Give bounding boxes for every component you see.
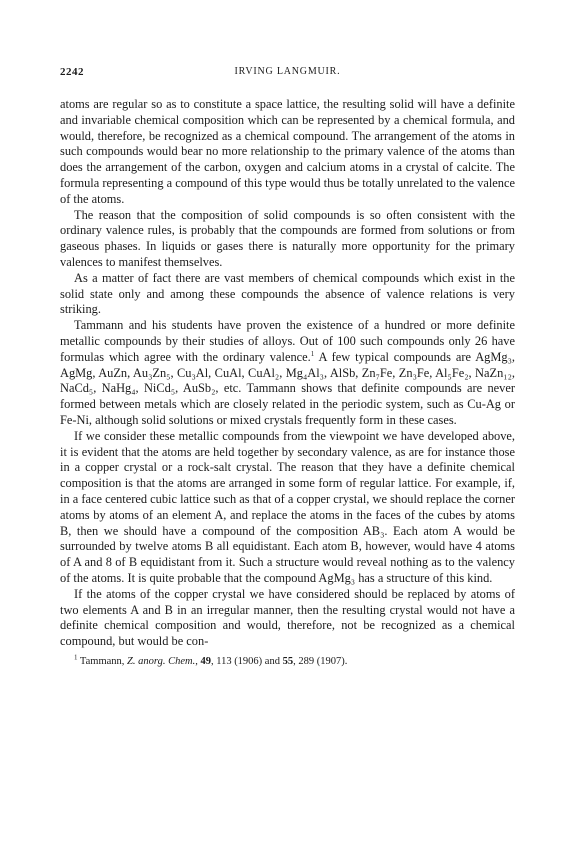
paragraph-4-text-b: A few typical compounds are AgMg₃, AgMg, AuZn, Au₃Zn₅, Cu₃Al, CuAl, CuAl₂, Mg₄Al₃, AlSb, Zn₇Fe, Zn₃Fe, Al₅Fe₂, NaZn₁₂, NaCd₅, NaHg₄, NiCd₅, AuSb₂, etc. Tammann shows that definite compounds are never formed between metals which are closely related in the periodic system, such as Cu-Ag or Fe-Ni, although solid solutions or mixed crystals frequently form in these cases. — [60, 349, 515, 427]
paragraph-2: The reason that the composition of solid compounds is so often consistent with the ordinary valence rules, is probably that the compounds are formed from solutions or from gaseous phases. In liquids or gases there is naturally more opportunity for the primary valences to manifest themselves. — [60, 207, 515, 269]
paragraph-4-text-a: Tammann and his students have proven the existence of a hundred or more definite metallic compounds by their studies of alloys. Out of 100 such compounds only 26 have formulas which agree with the ordinary valence. — [60, 318, 515, 364]
footnote-reference[interactable]: 1 — [310, 349, 315, 358]
paragraph-1: atoms are regular so as to constitute a space lattice, the resulting solid will have a definite and invariable chemical composition which can be represented by a chemical formula, and would, therefore, be recognized as a chemical compound. The arrangement of the atoms in such compounds would bear no more relationship to the primary valence of the atoms than does the arrangement of the carbon, oxygen and calcium atoms in a crystal of calcite. The formula representing a compound of this type would thus be totally unrelated to the valence of the atoms. — [60, 97, 515, 206]
footnote-mark: 1 — [74, 653, 78, 662]
footnote-sep: , — [195, 655, 201, 667]
footnote — [60, 655, 515, 668]
footnote-mid: , 113 (1906) and — [210, 655, 283, 667]
footnote-end: , 289 (1907). — [293, 655, 348, 667]
footnote-journal: Z. anorg. Chem. — [127, 655, 196, 667]
page — [60, 66, 515, 668]
running-title: IRVING LANGMUIR. — [234, 66, 341, 77]
paragraph-4 — [60, 318, 515, 429]
running-head — [60, 66, 515, 82]
page-number: 2242 — [60, 66, 84, 78]
footnote-author: Tammann, — [77, 655, 128, 667]
body-text — [60, 97, 515, 650]
paragraph-5: If we consider these metallic compounds from the viewpoint we have developed above, it is evident that the atoms are held together by secondary valence, as are for instance those in a copper crystal or a rock-salt crystal. The reason that they have a definite chemical composition is that the atoms are arranged in some form of regular lattice. For example, if, in a face centered cubic lattice such as that of a copper crystal, we should replace the corner atoms by atoms of an element A, and replace the atoms in the faces of the cubes by atoms B, then we should have a compound of the composition AB₃. Each atom A would be surrounded by twelve atoms B all equidistant. Each atom B, however, would have 4 atoms of A and 8 of B equidistant from it. Such a structure would reveal nothing as to the valency of the atoms. It is quite probable that the compound AgMg₃ has a structure of this kind. — [60, 428, 515, 585]
paragraph-6: If the atoms of the copper crystal we have considered should be replaced by atoms of two elements A and B in an irregular manner, then the resulting crystal would not have a definite chemical composition and would, therefore, not be recognized as a chemical compound, but would be con- — [60, 586, 515, 649]
paragraph-3: As a matter of fact there are vast members of chemical compounds which exist in the solid state only and among these compounds the absence of valence relations is very striking. — [60, 270, 515, 317]
footnote-volume-1: 49 — [200, 655, 211, 667]
footnote-volume-2: 55 — [282, 655, 294, 667]
